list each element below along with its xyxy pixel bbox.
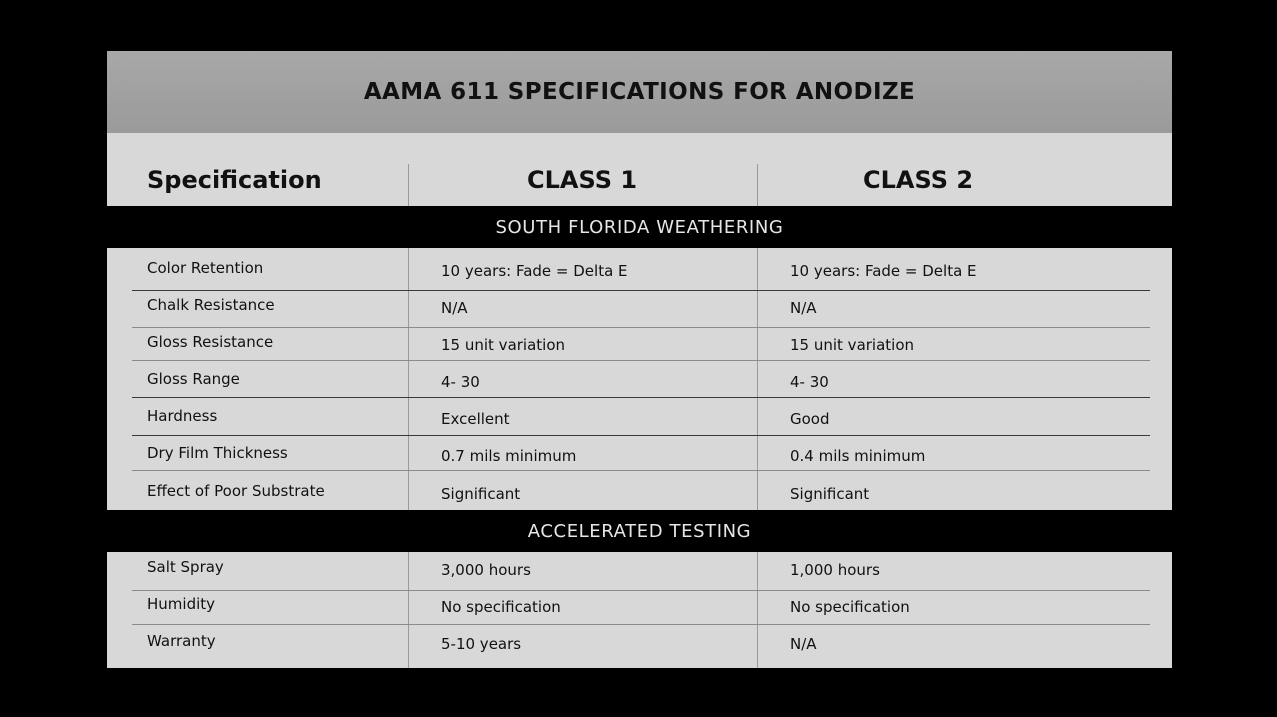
column-header-class-1: CLASS 1 [527,166,638,194]
spec-name: Salt Spray [147,558,224,576]
row-divider [132,624,1150,625]
spec-name: Warranty [147,632,216,650]
row-divider [132,590,1150,591]
section-title-accelerated-testing: ACCELERATED TESTING [527,520,752,542]
column-divider [757,164,758,206]
row-divider [132,470,1150,471]
class-1-value: No specification [441,598,561,616]
spec-name: Gloss Range [147,370,240,388]
row-divider [132,435,1150,436]
class-2-value: 1,000 hours [790,561,880,579]
section-body-accelerated-testing [107,552,1172,668]
page-title: AAMA 611 SPECIFICATIONS FOR ANODIZE [363,79,916,105]
class-1-value: Excellent [441,410,510,428]
spec-name: Effect of Poor Substrate [147,482,325,500]
class-1-value: 5-10 years [441,635,522,653]
spec-name: Hardness [147,407,218,425]
column-header-class-2: CLASS 2 [863,166,974,194]
column-divider [408,164,409,206]
row-divider [132,290,1150,291]
spec-name: Color Retention [147,259,264,277]
class-2-value: Good [790,410,830,428]
class-2-value: No specification [790,598,910,616]
class-2-value: Significant [790,485,870,503]
row-divider [132,327,1150,328]
class-2-value: N/A [790,299,817,317]
spec-name: Gloss Resistance [147,333,274,351]
spec-name: Chalk Resistance [147,296,275,314]
row-divider [132,397,1150,398]
class-2-value: 15 unit variation [790,336,915,354]
column-header-row [107,133,1172,206]
class-2-value: 4- 30 [790,373,829,391]
row-divider [132,360,1150,361]
class-2-value: 10 years: Fade = Delta E [790,262,977,280]
class-2-value: N/A [790,635,817,653]
class-1-value: 0.7 mils minimum [441,447,577,465]
section-title-weathering: SOUTH FLORIDA WEATHERING [495,216,784,238]
column-divider [408,552,409,668]
section-body-weathering [107,248,1172,510]
column-divider [757,552,758,668]
class-1-value: Significant [441,485,521,503]
class-1-value: 4- 30 [441,373,480,391]
class-1-value: N/A [441,299,468,317]
class-1-value: 10 years: Fade = Delta E [441,262,628,280]
class-1-value: 15 unit variation [441,336,566,354]
spec-name: Humidity [147,595,216,613]
table-title-bar [107,51,1172,133]
class-1-value: 3,000 hours [441,561,531,579]
spec-name: Dry Film Thickness [147,444,288,462]
column-header-specification: Specification [147,166,322,194]
class-2-value: 0.4 mils minimum [790,447,926,465]
